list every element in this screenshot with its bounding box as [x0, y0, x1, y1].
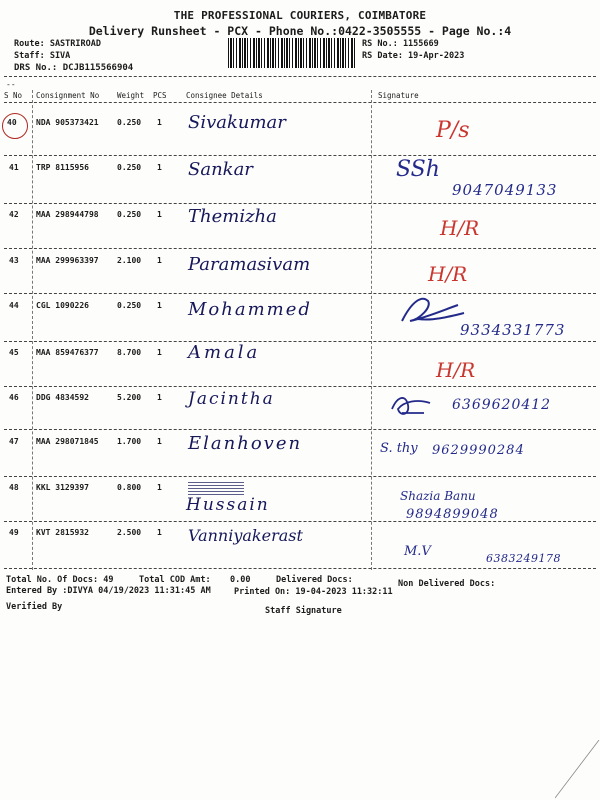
route-label: Route: SASTRIROAD — [14, 39, 101, 49]
runsheet-title: Delivery Runsheet - PCX - Phone No.:0422-3505555 - Page No.:4 — [88, 24, 512, 38]
staff-label: Staff: SIVA — [14, 51, 71, 61]
row-pcs: 1 — [157, 210, 162, 219]
row-sno: 41 — [9, 163, 19, 172]
row-weight: 0.250 — [117, 210, 142, 219]
table-row — [0, 254, 600, 294]
table-row — [0, 435, 600, 475]
signature: S. thy — [380, 441, 418, 456]
table-row — [0, 299, 600, 339]
signature: P/s — [436, 118, 470, 143]
row-weight: 1.700 — [117, 437, 142, 446]
table-row — [0, 157, 600, 201]
phone-number: 9629990284 — [432, 443, 525, 458]
col-header-signature: Signature — [378, 91, 419, 100]
non-delivered-docs: Non Delivered Docs: — [398, 579, 496, 589]
page-fold-mark — [555, 740, 600, 800]
row-pcs: 1 — [157, 163, 162, 172]
rs-number: RS No.: 1155669 — [362, 39, 439, 49]
drs-number: DRS No.: DCJB115566904 — [14, 63, 134, 73]
consignee-name: Vanniyakerast — [188, 526, 303, 545]
staff-signature: Staff Signature — [265, 606, 342, 616]
row-sno: 42 — [9, 210, 19, 219]
row-sno: 46 — [9, 393, 19, 402]
total-docs: Total No. Of Docs: 49 — [6, 575, 114, 585]
row-sno: 47 — [9, 437, 19, 446]
company-name: THE PROFESSIONAL COURIERS, COIMBATORE — [173, 9, 427, 22]
row-consignment: KKL 3129397 — [36, 483, 89, 492]
signature-scribble — [398, 291, 468, 329]
row-consignment: TRP 8115956 — [36, 163, 89, 172]
signature: H/R — [440, 216, 480, 240]
divider — [4, 102, 596, 103]
entered-by: Entered By :DIVYA 04/19/2023 11:31:45 AM — [6, 586, 211, 596]
signature: H/R — [428, 262, 468, 286]
row-weight: 2.100 — [117, 256, 142, 265]
consignee-name: Hussain — [186, 495, 270, 515]
divider — [4, 76, 596, 77]
printed-on: Printed On: 19-04-2023 11:32:11 — [234, 587, 393, 597]
consignee-name: Sivakumar — [188, 112, 286, 133]
row-consignment: MAA 299963397 — [36, 256, 99, 265]
row-weight: 0.250 — [117, 301, 142, 310]
strikethrough-scribble — [188, 481, 244, 495]
col-header-pcs: PCS — [153, 91, 167, 100]
consignee-name: Sankar — [188, 159, 253, 180]
row-sno: 49 — [9, 528, 19, 537]
phone-number: 9047049133 — [452, 181, 558, 199]
phone-number: 9334331773 — [460, 321, 566, 339]
row-weight: 8.700 — [117, 348, 142, 357]
total-cod-value: 0.00 — [230, 575, 251, 585]
rs-date: RS Date: 19-Apr-2023 — [362, 51, 465, 61]
row-pcs: 1 — [157, 301, 162, 310]
row-weight: 0.250 — [117, 118, 142, 127]
row-weight: 2.500 — [117, 528, 142, 537]
phone-number: 6383249178 — [486, 552, 561, 565]
signature: H/R — [436, 358, 476, 382]
row-sno: 40 — [7, 118, 17, 127]
delivered-docs: Delivered Docs: — [276, 575, 353, 585]
phone-number: 9894899048 — [406, 507, 499, 522]
consignee-name: Jacintha — [188, 389, 275, 409]
table-row — [0, 208, 600, 248]
consignee-name: Themizha — [188, 206, 277, 227]
row-sno: 43 — [9, 256, 19, 265]
row-consignment: NDA 905373421 — [36, 118, 99, 127]
row-sno: 44 — [9, 301, 19, 310]
col-header-consignee: Consignee Details — [186, 91, 263, 100]
row-sno: 48 — [9, 483, 19, 492]
row-weight: 0.800 — [117, 483, 142, 492]
row-pcs: 1 — [157, 437, 162, 446]
table-row — [0, 481, 600, 521]
row-consignment: MAA 298944798 — [36, 210, 99, 219]
col-header-sno: S No — [4, 91, 23, 100]
signature: M.V — [404, 544, 431, 559]
consignee-name: Elanhoven — [188, 433, 303, 454]
table-row — [0, 526, 600, 566]
barcode — [228, 38, 356, 68]
row-consignment: MAA 859476377 — [36, 348, 99, 357]
phone-number: 6369620412 — [452, 397, 552, 413]
consignee-name: Paramasivam — [188, 254, 311, 275]
row-pcs: 1 — [157, 393, 162, 402]
consignee-name: Mohammed — [188, 299, 312, 320]
verified-by: Verified By — [6, 602, 63, 612]
table-row — [0, 112, 600, 156]
consignee-name: Amala — [188, 342, 261, 363]
signature: Shazia Banu — [400, 489, 476, 503]
table-row — [0, 342, 600, 386]
row-consignment: MAA 298071845 — [36, 437, 99, 446]
row-weight: 0.250 — [117, 163, 142, 172]
total-cod-label: Total COD Amt: — [139, 575, 211, 585]
row-consignment: DDG 4834592 — [36, 393, 89, 402]
col-header-consignment: Consignment No — [36, 91, 100, 100]
row-pcs: 1 — [157, 256, 162, 265]
table-row — [0, 391, 600, 431]
row-consignment: KVT 2815932 — [36, 528, 89, 537]
col-header-weight: Weight — [117, 91, 145, 100]
row-pcs: 1 — [157, 528, 162, 537]
row-pcs: 1 — [157, 118, 162, 127]
row-pcs: 1 — [157, 348, 162, 357]
row-sno: 45 — [9, 348, 19, 357]
row-weight: 5.200 — [117, 393, 142, 402]
row-pcs: 1 — [157, 483, 162, 492]
signature-scribble — [388, 391, 434, 421]
row-consignment: CGL 1090226 — [36, 301, 89, 310]
signature: SSh — [396, 157, 440, 182]
